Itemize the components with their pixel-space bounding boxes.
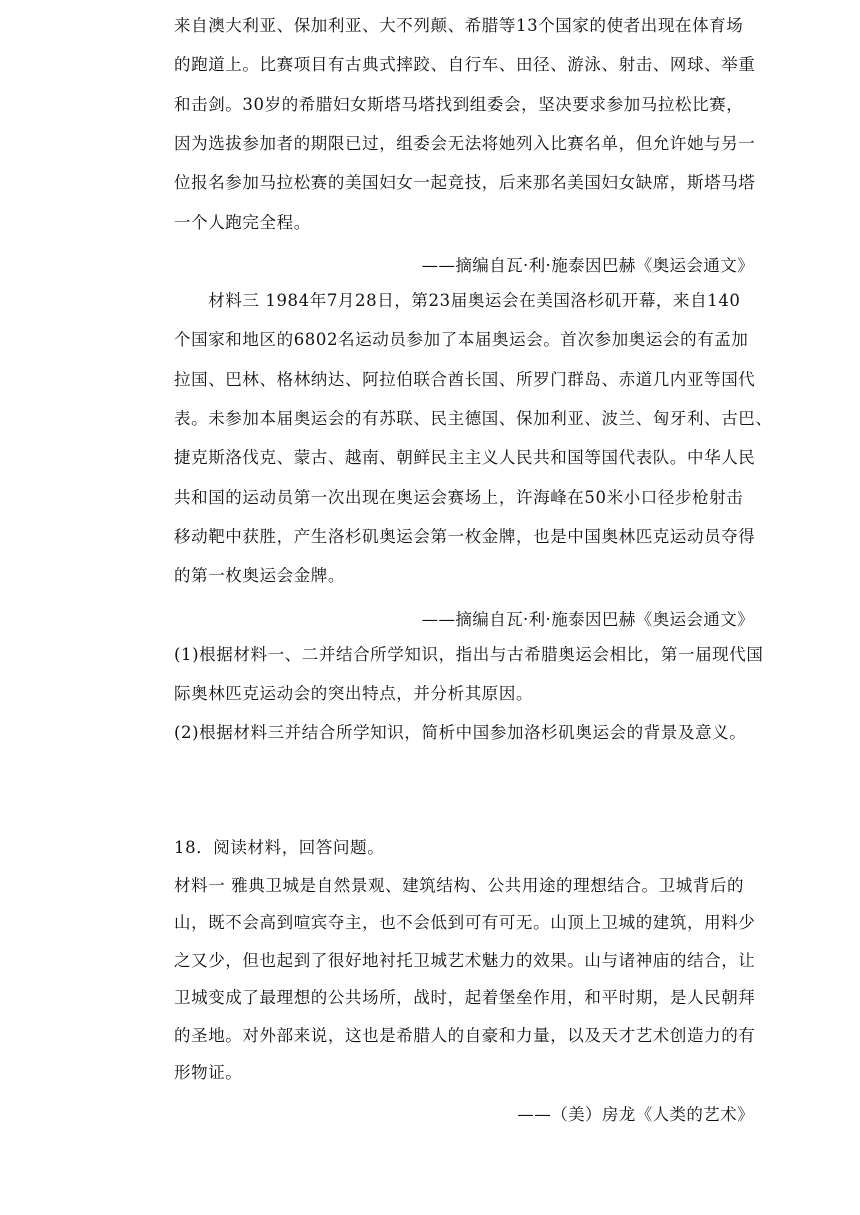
text-line: 个国家和地区的6802名运动员参加了本届奥运会。首次参加奥运会的有孟加	[174, 330, 749, 350]
text-line: 的跑道上。比赛项目有古典式摔跤、自行车、田径、游泳、射击、网球、举重	[174, 55, 756, 75]
text-line: 山，既不会高到喧宾夺主，也不会低到可有可无。山顶上卫城的建筑，用料少	[174, 913, 756, 932]
text-line: 来自澳大利亚、保加利亚、大不列颠、希腊等13个国家的使者出现在体育场	[174, 16, 744, 35]
text-line: 拉国、巴林、格林纳达、阿拉伯联合酋长国、所罗门群岛、赤道几内亚等国代	[174, 369, 756, 389]
source-citation: ——摘编自瓦·利·施泰因巴赫《奥运会通文》	[421, 609, 754, 629]
text-line: 表。未参加本届奥运会的有苏联、民主德国、保加利亚、波兰、匈牙利、古巴、	[174, 409, 773, 428]
text-line: 和击剑。30岁的希腊妇女斯塔马塔找到组委会，坚决要求参加马拉松比赛，	[174, 94, 744, 114]
text-line: 的第一枚奥运会金牌。	[174, 566, 345, 586]
text-line: 卫城变成了最理想的公共场所，战时，起着堡垒作用，和平时期，是人民朝拜	[174, 988, 756, 1007]
question-line: 际奥林匹克运动会的突出特点，并分析其原因。	[174, 684, 534, 704]
question-line: (1)根据材料一、二并结合所学知识，指出与古希腊奥运会相比，第一届现代国	[174, 644, 764, 664]
text-line: 材料三 1984年7月28日，第23届奥运会在美国洛杉矶开幕，来自140	[174, 291, 741, 311]
text-line: 形物证。	[174, 1063, 243, 1082]
text-line: 的圣地。对外部来说，这也是希腊人的自豪和力量，以及天才艺术创造力的有	[174, 1025, 756, 1045]
text-line: 移动靶中获胜，产生洛杉矶奥运会第一枚金牌，也是中国奥林匹克运动员夺得	[174, 526, 756, 546]
source-citation: ——摘编自瓦·利·施泰因巴赫《奥运会通文》	[421, 255, 754, 275]
text-line: 位报名参加马拉松赛的美国妇女一起竞技，后来那名美国妇女缺席，斯塔马塔	[174, 173, 756, 193]
source-citation: ——（美）房龙《人类的艺术》	[517, 1104, 754, 1124]
text-line: 材料一 雅典卫城是自然景观、建筑结构、公共用途的理想结合。卫城背后的	[174, 875, 745, 895]
question-title: 18．阅读材料，回答问题。	[174, 838, 385, 857]
question-line: (2)根据材料三并结合所学知识，简析中国参加洛杉矶奥运会的背景及意义。	[174, 723, 747, 743]
text-line: 之又少，但也起到了很好地衬托卫城艺术魅力的效果。山与诸神庙的结合，让	[174, 950, 756, 970]
text-line: 一个人跑完全程。	[174, 212, 311, 232]
text-line: 共和国的运动员第一次出现在奥运会赛场上，许海峰在50米小口径步枪射击	[174, 487, 744, 507]
text-line: 因为选拔参加者的期限已过，组委会无法将她列入比赛名单，但允许她与另一	[174, 133, 756, 153]
text-line: 捷克斯洛伐克、蒙古、越南、朝鲜民主主义人民共和国等国代表队。中华人民	[174, 448, 756, 468]
